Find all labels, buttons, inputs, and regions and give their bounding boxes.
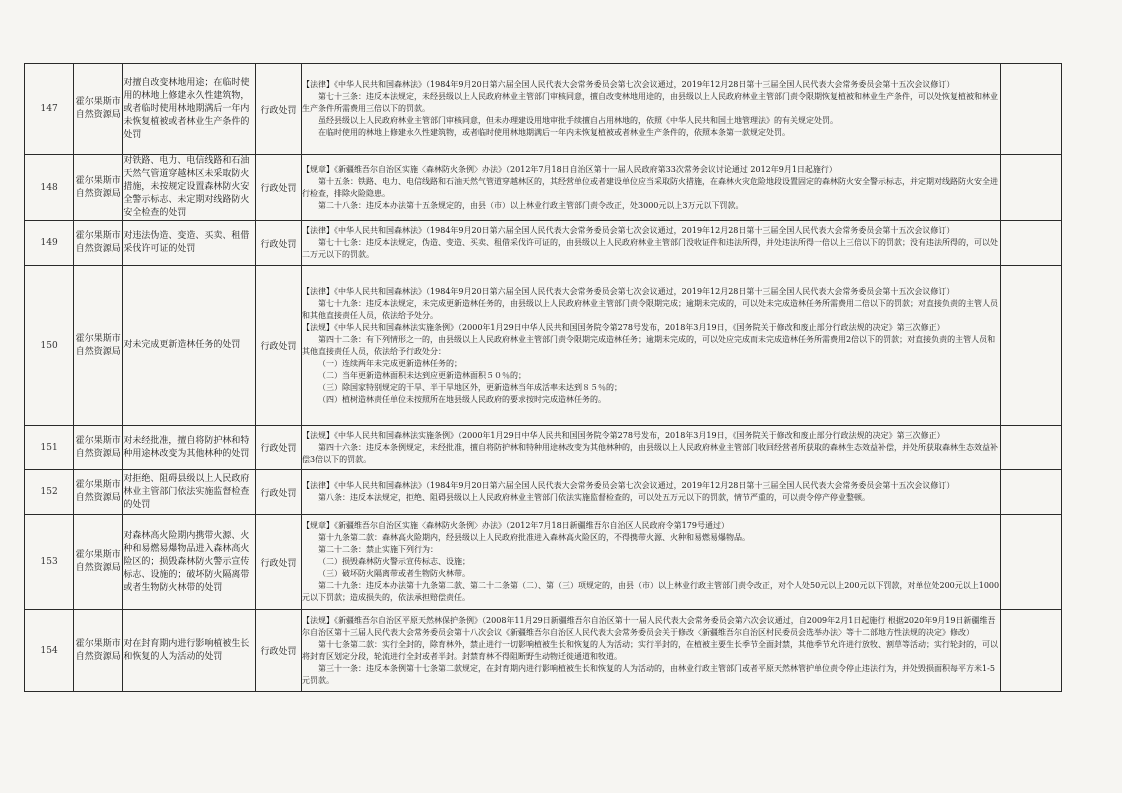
table-row <box>25 64 1062 155</box>
law-clause: 第十五条：铁路、电力、电信线路和石油天然气管道穿越林区的，其经营单位或者建设单位应当采取防火措施，在森林火灾危险地段设置固定的森林防火安全警示标志，并定期对线路防火安全进行检查，排除火险隐患。 <box>302 176 999 198</box>
remarks-cell <box>1000 221 1061 266</box>
remarks-cell <box>1000 64 1061 155</box>
law-clause: 第七十三条：违反本法规定，未经县级以上人民政府林业主管部门审核同意，擅自改变林地用途的，由县级以上人民政府林业主管部门责令限期恢复植被和林业生产条件，可以处恢复植被和林业生产条件所需费用三倍以下的罚款。 <box>302 92 999 113</box>
remarks-cell <box>1000 426 1061 470</box>
penalty-type-cell: 行政处罚 <box>255 470 301 515</box>
table-body <box>25 64 1062 692</box>
remarks-cell <box>1000 470 1061 515</box>
remarks-cell <box>1000 515 1061 610</box>
law-clause: （一）连续两年未完成更新造林任务的； <box>318 358 463 368</box>
penalty-item-cell: 对拒绝、阻碍县级以上人民政府林业主管部门依法实施监督检查的处罚 <box>123 470 256 515</box>
law-citation: 【规章】《新疆维吾尔自治区实施〈森林防火条例〉办法》（2012年7月18日新疆维吾尔自治区人民政府令第179号通过） <box>302 521 729 530</box>
law-citation: 【规章】《新疆维吾尔自治区实施〈森林防火条例〉办法》（2012年7月18日自治区第十一届人民政府第33次常务会议讨论通过 2012年9月1日起施行） <box>302 164 837 174</box>
legal-basis-cell <box>302 64 1001 155</box>
row-number: 154 <box>25 610 74 692</box>
penalty-type-cell: 行政处罚 <box>255 426 301 470</box>
table-row <box>25 266 1062 426</box>
department-cell: 霍尔果斯市自然资源局 <box>74 155 123 221</box>
law-clause: 第二十二条：禁止实施下列行为： <box>318 545 439 554</box>
law-clause: 第二十八条：违反本办法第十五条规定的，由县（市）以上林业行政主管部门责令改正，处3000元以上3万元以下罚款。 <box>318 200 744 210</box>
table-row <box>25 610 1062 692</box>
penalty-type-cell: 行政处罚 <box>255 610 301 692</box>
law-clause: 在临时使用的林地上修建永久性建筑物，或者临时使用林地期满后一年内未恢复植被或者林业生产条件的，依照本条第一款规定处罚。 <box>318 128 791 137</box>
row-number: 151 <box>25 426 74 470</box>
penalty-item-cell: 对违法伪造、变造、买卖、租借采伐许可证的处罚 <box>123 221 256 266</box>
row-number: 147 <box>25 64 74 155</box>
law-clause: 第四十六条：违反本条例规定，未经批准，擅自将防护林和特种用途林改变为其他林种的，由县级以上人民政府林业主管部门收回经营者所获取的森林生态效益补偿，并处所获取森林生态效益补偿3倍以下的罚款。 <box>302 442 999 464</box>
law-clause: 第三十一条：违反本条例第十七条第二款规定，在封育期内进行影响植被生长和恢复的人为活动的，由林业行政主管部门或者平原天然林管护单位责令停止违法行为，并处毁损面积每平方米1-5元罚款。 <box>302 663 995 685</box>
remarks-cell <box>1000 155 1061 221</box>
penalty-type-cell: 行政处罚 <box>255 515 301 610</box>
penalty-table <box>24 63 1062 692</box>
department-cell: 霍尔果斯市自然资源局 <box>74 610 123 692</box>
legal-basis-cell <box>302 155 1001 221</box>
law-clause: 第十九条第二款：森林高火险期内，经县级以上人民政府批准进入森林高火险区的，不得携带火源、火种和易燃易爆物品。 <box>318 533 751 542</box>
department-cell: 霍尔果斯市自然资源局 <box>74 470 123 515</box>
penalty-type-cell: 行政处罚 <box>255 221 301 266</box>
penalty-item-cell: 对森林高火险期内携带火源、火种和易燃易爆物品进入森林高火险区的；损毁森林防火警示宣传标志、设施的；破坏防火隔离带或者生物防火林带的处罚 <box>123 515 256 610</box>
department-cell: 霍尔果斯市自然资源局 <box>74 515 123 610</box>
row-number: 152 <box>25 470 74 515</box>
law-clause: （三）破坏防火隔离带或者生物防火林带。 <box>318 569 471 578</box>
law-citation: 【法规】《中华人民共和国森林法实施条例》（2000年1月29日中华人民共和国国务院令第278号发布，2018年3月19日，《国务院关于修改和废止部分行政法规的决定》第三次修正） <box>302 322 945 332</box>
table-row <box>25 470 1062 515</box>
row-number: 150 <box>25 266 74 426</box>
law-clause: 第七十七条：违反本法规定，伪造、变造、买卖、租借采伐许可证的，由县级以上人民政府林业主管部门没收证件和违法所得，并处违法所得一倍以上三倍以下的罚款；没有违法所得的，可以处二万元以下的罚款。 <box>302 238 999 259</box>
law-clause: 虽经县级以上人民政府林业主管部门审核同意，但未办理建设用地审批手续擅自占用林地的，依照《中华人民共和国土地管理法》的有关规定处罚。 <box>318 116 839 125</box>
penalty-item-cell: 对未经批准，擅自将防护林和特种用途林改变为其他林种的处罚 <box>123 426 256 470</box>
law-citation: 【法律】《中华人民共和国森林法》（1984年9月20日第六届全国人民代表大会常务委员会第七次会议通过，2019年12月28日第十三届全国人民代表大会常务委员会第十五次会议修订） <box>302 80 955 89</box>
law-citation: 【法律】《中华人民共和国森林法》（1984年9月20日第六届全国人民代表大会常务委员会第七次会议通过，2019年12月28日第十三届全国人民代表大会常务委员会第十五次会议修订） <box>302 226 955 235</box>
law-clause: 第四十二条：有下列情形之一的，由县级以上人民政府林业主管部门责令限期完成造林任务；逾期未完成的，可以处应完成而未完成造林任务所需费用2倍以下的罚款；对直接负责的主管人员和其他直接责任人员，依法给予行政处分： <box>302 334 996 356</box>
law-citation: 【法规】《中华人民共和国森林法实施条例》（2000年1月29日中华人民共和国国务院令第278号发布，2018年3月19日，《国务院关于修改和废止部分行政法规的决定》第三次修正） <box>302 430 945 440</box>
legal-basis-cell <box>302 515 1001 610</box>
legal-basis-cell <box>302 470 1001 515</box>
table-row <box>25 221 1062 266</box>
table-row <box>25 426 1062 470</box>
law-clause: 第八条：违反本法规定，拒绝、阻碍县级以上人民政府林业主管部门依法实施监督检查的，可以处五万元以下的罚款，情节严重的，可以责令停产停业整顿。 <box>318 493 871 502</box>
row-number: 153 <box>25 515 74 610</box>
legal-basis-cell <box>302 426 1001 470</box>
penalty-item-cell: 对铁路、电力、电信线路和石油天然气管道穿越林区未采取防火措施，未按规定设置森林防火安全警示标志、未定期对线路防火安全检查的处罚 <box>123 155 256 221</box>
legal-basis-cell <box>302 610 1001 692</box>
department-cell: 霍尔果斯市自然资源局 <box>74 221 123 266</box>
law-clause: 第十七条第二款：实行全封的，除育林外，禁止进行一切影响植被生长和恢复的人为活动；实行半封的，在植被主要生长季节全面封禁，其他季节允许进行放牧、割草等活动；实行轮封的，可以将封育区划定分段，轮流进行全封或者半封。封禁育林不得阻断野生动物迁徙通道和牧道。 <box>302 639 999 661</box>
penalty-type-cell: 行政处罚 <box>255 155 301 221</box>
penalty-type-cell: 行政处罚 <box>255 64 301 155</box>
table-row <box>25 515 1062 610</box>
penalty-item-cell: 对在封育期内进行影响植被生长和恢复的人为活动的处罚 <box>123 610 256 692</box>
law-clause: （四）植树造林责任单位未按照所在地县级人民政府的要求按时完成造林任务的。 <box>318 394 607 404</box>
legal-basis-cell <box>302 266 1001 426</box>
penalty-item-cell: 对擅自改变林地用途；在临时使用的林地上修建永久性建筑物，或者临时使用林地期满后一年内未恢复植被或者林业生产条件的处罚 <box>123 64 256 155</box>
law-clause: 第二十九条：违反本办法第十九条第二款、第二十二条第（二）、第（三）项规定的，由县（市）以上林业行政主管部门责令改正，对个人处50元以上200元以下罚款，对单位处200元以上1000元以下罚款；造成损失的，依法承担赔偿责任。 <box>302 581 1000 602</box>
law-clause: （二）损毁森林防火警示宣传标志、设施； <box>318 557 471 566</box>
law-citation: 【法规】《新疆维吾尔自治区平原天然林保护条例》（2008年11月29日新疆维吾尔自治区第十一届人民代表大会常务委员会第六次会议通过，自2009年2月1日起施行 根据2020年9月19日新疆维吾尔自治区第十三届人民代表大会常务委员会第十八次会议《新疆维吾尔自治区人民代表大会常务委员会关于修改〈新疆维吾尔自治区村民委员会选举办法〉等十二部地方性法规的决定》修改） <box>302 615 996 637</box>
remarks-cell <box>1000 266 1061 426</box>
department-cell: 霍尔果斯市自然资源局 <box>74 426 123 470</box>
law-clause: （三）除国家特别规定的干旱、半干旱地区外，更新造林当年成活率未达到８５％的； <box>318 382 623 392</box>
law-clause: （二）当年更新造林面积未达到应更新造林面积５０％的； <box>318 370 527 380</box>
row-number: 149 <box>25 221 74 266</box>
penalty-item-cell: 对未完成更新造林任务的处罚 <box>123 266 256 426</box>
remarks-cell <box>1000 610 1061 692</box>
row-number: 148 <box>25 155 74 221</box>
law-clause: 第七十九条：违反本法规定，未完成更新造林任务的，由县级以上人民政府林业主管部门责令限期完成；逾期未完成的，可以处未完成造林任务所需费用二倍以下的罚款；对直接负责的主管人员和其他直接责任人员，依法给予处分。 <box>302 298 999 320</box>
table-row <box>25 155 1062 221</box>
legal-basis-cell <box>302 221 1001 266</box>
department-cell: 霍尔果斯市自然资源局 <box>74 266 123 426</box>
department-cell: 霍尔果斯市自然资源局 <box>74 64 123 155</box>
law-citation: 【法律】《中华人民共和国森林法》（1984年9月20日第六届全国人民代表大会常务委员会第七次会议通过，2019年12月28日第十三届全国人民代表大会常务委员会第十五次会议修订） <box>302 481 955 490</box>
penalty-type-cell: 行政处罚 <box>255 266 301 426</box>
law-citation: 【法律】《中华人民共和国森林法》（1984年9月20日第六届全国人民代表大会常务委员会第七次会议通过，2019年12月28日第十三届全国人民代表大会常务委员会第十五次会议修订） <box>302 286 955 296</box>
